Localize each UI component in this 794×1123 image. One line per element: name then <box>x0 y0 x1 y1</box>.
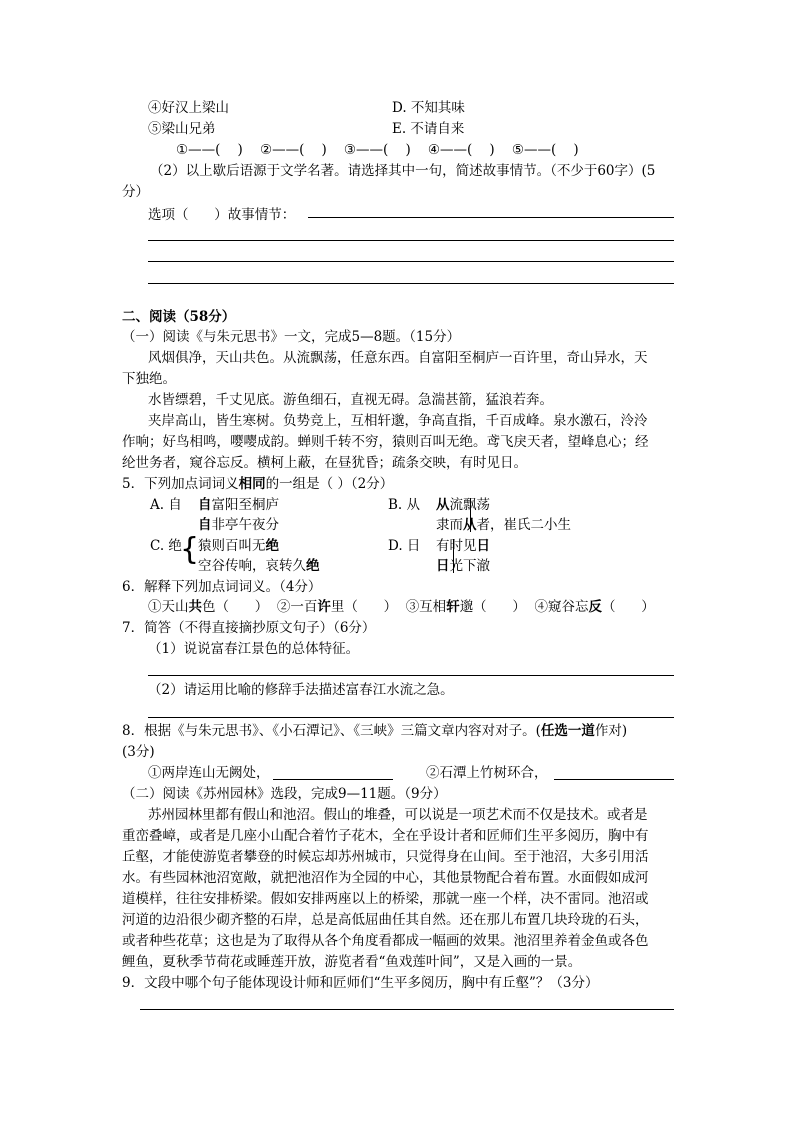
passage-line: 水。有些园林池沼宽敞，就把池沼作为全园的中心，其他景物配合着布置。水面假如成河 <box>122 870 649 886</box>
q4-option-label: 选项（ ）故事情节： <box>148 207 296 223</box>
answer-line[interactable] <box>308 217 674 218</box>
answer-line[interactable] <box>148 261 674 262</box>
q6-items: ①天山共色（ ） ②一百许里（ ） ③互相轩邈（ ） ④窥谷忘反（ ） <box>148 599 655 615</box>
q5-b1: 从流飘荡 <box>436 497 490 513</box>
q8-score: (3分) <box>122 744 155 760</box>
q5-c1: 猿则百叫无绝 <box>198 538 279 554</box>
q5-b2: 隶而从者，崔氏二小生 <box>436 517 571 533</box>
part1-intro: （一）阅读《与朱元思书》一文，完成5—8题。（15分） <box>122 329 461 345</box>
brace-icon: { <box>180 532 200 567</box>
answer-line[interactable] <box>140 1009 674 1010</box>
q5-option-b-label: B. 从 <box>388 497 421 513</box>
q5-option-c-label: C. 绝 <box>150 538 182 554</box>
q5-option-d-label: D. 日 <box>388 538 421 554</box>
passage-line: 纶世务者，窥谷忘反。横柯上蔽，在昼犹昏；疏条交映，有时见日。 <box>122 455 527 471</box>
q4-match-line: ①——( ) ②——( ) ③——( ) ④——( ) ⑤——( ) <box>176 142 579 158</box>
answer-line[interactable] <box>148 675 674 676</box>
q7-sub1: （1）说说富春江景色的总体特征。 <box>148 641 360 657</box>
passage-line: 水皆缥碧，千丈见底。游鱼细石，直视无碍。急湍甚箭，猛浪若奔。 <box>148 392 553 408</box>
q8-stem: 8．根据《与朱元思书》、《小石潭记》、《三峡》三篇文章内容对对子。(任选一道作对) <box>122 723 628 739</box>
q6-stem: 6．解释下列加点词词义。（4分） <box>122 579 322 595</box>
passage-line: 风烟俱净，天山共色。从流飘荡，任意东西。自富阳至桐庐一百许里，奇山异水，天 <box>148 350 648 366</box>
section-title: 二、阅读（58分） <box>122 309 236 325</box>
brace-line <box>470 498 471 532</box>
brace-line <box>453 539 454 573</box>
passage-line: 道模样，往往安排桥梁。假如安排两座以上的桥梁，那就一座一个样，决不雷同。池沼或 <box>122 891 649 907</box>
passage-line: 鲤鱼，夏秋季节荷花或睡莲开放，游览者看“鱼戏莲叶间”，又是入画的一景。 <box>122 954 582 970</box>
answer-line[interactable] <box>148 240 674 241</box>
answer-line[interactable] <box>273 779 393 780</box>
passage-line: 苏州园林里都有假山和池沼。假山的堆叠，可以说是一项艺术而不仅是技术。或者是 <box>148 807 648 823</box>
q5-d1: 有时见日 <box>436 538 490 554</box>
q5-c2: 空谷传响，哀转久绝 <box>198 558 320 574</box>
answer-line[interactable] <box>148 283 674 284</box>
passage-line: 夹岸高山，皆生寒树。负势竞上，互相轩邈，争高直指，千百成峰。泉水激石，泠泠 <box>148 413 648 429</box>
q5-stem: 5．下列加点词词义相同的一组是（ ）（2分） <box>122 476 394 492</box>
passage-line: 下独绝。 <box>122 371 176 387</box>
q4-option-d: D. 不知其味 <box>392 100 465 116</box>
q4-option-e: E. 不请自来 <box>392 121 465 137</box>
q4-sub2-text-cont: 分） <box>122 184 149 200</box>
answer-line[interactable] <box>148 717 674 718</box>
answer-line[interactable] <box>554 779 674 780</box>
q9-stem: 9．文段中哪个句子能体现设计师和匠师们“生平多阅历，胸中有丘壑”？（3分） <box>122 975 599 991</box>
passage-line: 河道的边沿很少砌齐整的石岸，总是高低屈曲任其自然。还在那儿布置几块玲珑的石头， <box>122 912 649 928</box>
q7-stem: 7．简答（不得直接摘抄原文句子）（6分） <box>122 620 376 636</box>
passage-line: 重峦叠嶂，或者是几座小山配合着竹子花木，全在乎设计者和匠师们生平多阅历，胸中有 <box>122 828 649 844</box>
q7-sub2: （2）请运用比喻的修辞手法描述富春江水流之急。 <box>148 682 454 698</box>
q4-item-4: ④好汉上梁山 <box>148 100 229 116</box>
q8-pair-2: ②石潭上竹树环合， <box>426 765 548 781</box>
passage-line: 丘壑，才能使游览者攀登的时候忘却苏州城市，只觉得身在山间。至于池沼，大多引用活 <box>122 849 649 865</box>
q5-a2: 自非亭午夜分 <box>198 517 279 533</box>
q4-sub2-text: （2）以上歇后语源于文学名著。请选择其中一句，简述故事情节。（不少于60字）(5 <box>150 163 656 179</box>
q5-a1: 自富阳至桐庐 <box>198 497 279 513</box>
passage-line: 作响；好鸟相鸣，嘤嘤成韵。蝉则千转不穷，猿则百叫无绝。鸢飞戾天者，望峰息心；经 <box>122 434 649 450</box>
q4-item-5: ⑤梁山兄弟 <box>148 121 216 137</box>
q5-option-a-label: A. 自 <box>150 497 182 513</box>
passage-line: 或者种些花草；这也是为了取得从各个角度看都成一幅画的效果。池沼里养着金鱼或各色 <box>122 933 649 949</box>
q8-pair-1: ①两岸连山无阙处， <box>148 765 270 781</box>
part2-intro: （二）阅读《苏州园林》选段，完成9—11题。（9分） <box>122 786 447 802</box>
q5-d2: 日光下澈 <box>436 558 490 574</box>
